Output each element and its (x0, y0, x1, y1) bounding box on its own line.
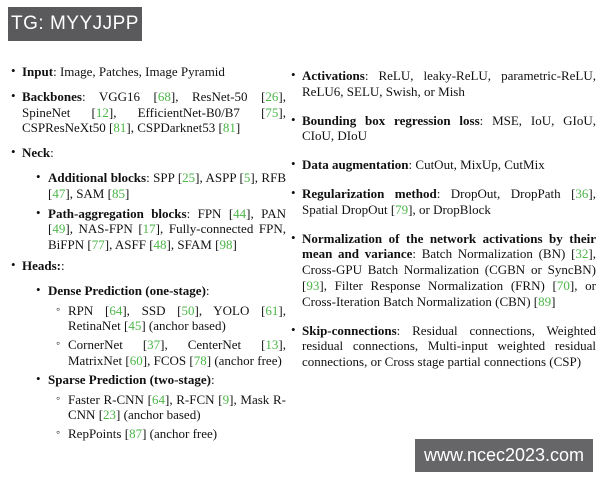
list-item-text: RPN [64], SSD [50], YOLO [61], RetinaNet [45] (anchor based) (68, 302, 287, 334)
citation-ref: 13 (265, 337, 279, 353)
list-item-text: Activations: ReLU, leaky-ReLU, parametric-ReLU, ReLU6, SELU, Swish, or Mish (302, 68, 596, 99)
term-label: Sparse Prediction (two-stage) (48, 371, 211, 387)
list-item-text: Heads:: (22, 257, 65, 273)
bullet-icon: • (291, 184, 296, 200)
citation-ref: 36 (575, 185, 589, 201)
term-label: Dense Prediction (one-stage) (48, 282, 206, 298)
citation-ref: 81 (222, 120, 236, 136)
list-item-text: Bounding box regression loss: MSE, IoU, GIoU, CIoU, DIoU (302, 112, 596, 144)
term-label: Bounding box regression loss (302, 112, 480, 128)
term-label: Path-aggregation blocks (48, 205, 187, 221)
citation-ref: 70 (556, 277, 570, 293)
citation-ref: 45 (128, 318, 142, 334)
citation-ref: 64 (151, 391, 165, 407)
bullet-icon: • (11, 87, 16, 103)
bottom-watermark-label: www.ncec2023.com (423, 445, 585, 465)
bullet-icon: • (36, 204, 41, 220)
citation-ref: 87 (129, 426, 143, 442)
bullet-icon: • (291, 67, 296, 82)
bullet-icon: • (11, 144, 16, 160)
citation-ref: 25 (182, 169, 196, 185)
left-column (10, 64, 286, 445)
term-label: Backbones (22, 88, 82, 104)
term-label: Additional blocks (48, 169, 147, 185)
circle-bullet-icon: ◦ (56, 390, 61, 405)
list-item (10, 89, 286, 136)
citation-ref: 47 (52, 185, 66, 201)
list-item-text: Normalization of the network activations by their mean and variance: Batch Normalization (BN) [32], Cross-GPU Batch Normalization (CGBN or SyncBN) [93], Filter Response Normalization (FRN) [70], or Cross-Iteration Batch Normalization (CBN) [89] (302, 230, 596, 309)
citation-ref: 64 (109, 302, 123, 318)
citation-ref: 61 (265, 302, 279, 318)
term-label: Normalization of the network activations by their mean and variance (302, 230, 596, 262)
citation-ref: 50 (181, 302, 195, 318)
citation-ref: 32 (575, 246, 589, 262)
term-label: Data augmentation (302, 157, 409, 173)
citation-ref: 77 (91, 237, 105, 253)
list-item (290, 68, 596, 100)
list-item (290, 323, 596, 370)
list-item (10, 392, 286, 424)
list-item (290, 231, 596, 310)
term-label: Input (22, 64, 54, 79)
list-item (10, 372, 286, 388)
citation-ref: 81 (113, 120, 127, 136)
citation-ref: 17 (142, 221, 156, 237)
bullet-icon: • (36, 370, 41, 386)
list-item-text: Sparse Prediction (two-stage): (48, 371, 215, 387)
citation-ref: 79 (395, 201, 409, 217)
bullet-icon: • (291, 321, 296, 337)
citation-ref: 9 (222, 391, 230, 407)
citation-ref: 68 (157, 88, 171, 104)
term-label: Heads: (22, 257, 61, 273)
list-item (10, 170, 286, 202)
bullet-icon: • (291, 229, 296, 245)
list-item-text: Backbones: VGG16 [68], ResNet-50 [26], SpineNet [12], EfficientNet-B0/B7 [75], CSPResNeXt50 [81], CSPDarknet53 [81] (22, 88, 286, 136)
citation-ref: 26 (265, 88, 279, 104)
list-item (10, 337, 286, 369)
citation-ref: 93 (306, 277, 320, 293)
list-item-text: CornerNet [37], CenterNet [13], MatrixNet [60], FCOS [78] (anchor free) (68, 337, 286, 368)
top-watermark-label: TG: MYYJJPP (11, 13, 139, 34)
list-item (10, 206, 286, 253)
bullet-icon: • (291, 111, 296, 127)
bullet-icon: • (36, 168, 41, 184)
circle-bullet-icon: ◦ (56, 336, 61, 351)
right-column (290, 68, 596, 383)
top-watermark-banner (8, 7, 142, 41)
list-item-text: RepPoints [87] (anchor free) (68, 426, 218, 442)
citation-ref: 48 (153, 237, 167, 253)
term-label: Skip-connections (302, 322, 397, 338)
term-label: Regularization method (302, 185, 437, 201)
list-item (10, 145, 286, 161)
citation-ref: 85 (111, 185, 125, 201)
citation-ref: 44 (233, 205, 247, 221)
bullet-icon: • (11, 256, 16, 272)
list-item-text: Data augmentation: CutOut, MixUp, CutMix (302, 157, 545, 173)
term-label: Activations (302, 68, 365, 83)
citation-ref: 12 (95, 104, 109, 120)
list-item (290, 186, 596, 218)
bullet-icon: • (11, 63, 16, 78)
list-item (10, 258, 286, 274)
circle-bullet-icon: ◦ (56, 425, 61, 440)
list-item-text: Regularization method: DropOut, DropPath [36], Spatial DropOut [79], or DropBlock (302, 185, 596, 217)
list-item-text: Neck: (22, 145, 54, 161)
list-item (290, 113, 596, 145)
citation-ref: 89 (538, 293, 552, 309)
list-item-text: Additional blocks: SPP [25], ASPP [5], RFB [47], SAM [85] (48, 169, 286, 201)
list-item (10, 64, 286, 80)
list-item-text: Path-aggregation blocks: FPN [44], PAN [49], NAS-FPN [17], Fully-connected FPN, BiFPN [77], ASFF [48], SFAM [98] (48, 205, 287, 253)
list-item-text: Skip-connections: Residual connections, Weighted residual connections, Multi-input weighted residual connections, or Cross stage partial connections (CSP) (302, 322, 596, 370)
citation-ref: 60 (129, 352, 143, 368)
citation-ref: 98 (219, 237, 233, 253)
list-item (290, 157, 596, 173)
bullet-icon: • (36, 281, 41, 297)
list-item (10, 283, 286, 299)
citation-ref: 37 (147, 337, 161, 353)
bullet-icon: • (291, 156, 296, 172)
list-item (10, 426, 286, 442)
bottom-watermark-banner (415, 439, 593, 472)
citation-ref: 23 (103, 407, 117, 423)
list-item (10, 303, 286, 335)
circle-bullet-icon: ◦ (56, 301, 61, 316)
list-item-text: Input: Image, Patches, Image Pyramid (22, 64, 225, 79)
list-item-text: Faster R-CNN [64], R-FCN [9], Mask R-CNN [23] (anchor based) (68, 391, 286, 423)
list-item-text: Dense Prediction (one-stage): (48, 282, 210, 298)
citation-ref: 78 (193, 352, 207, 368)
citation-ref: 49 (52, 221, 66, 237)
term-label: Neck (22, 145, 51, 161)
citation-ref: 5 (243, 169, 251, 185)
citation-ref: 75 (265, 104, 279, 120)
